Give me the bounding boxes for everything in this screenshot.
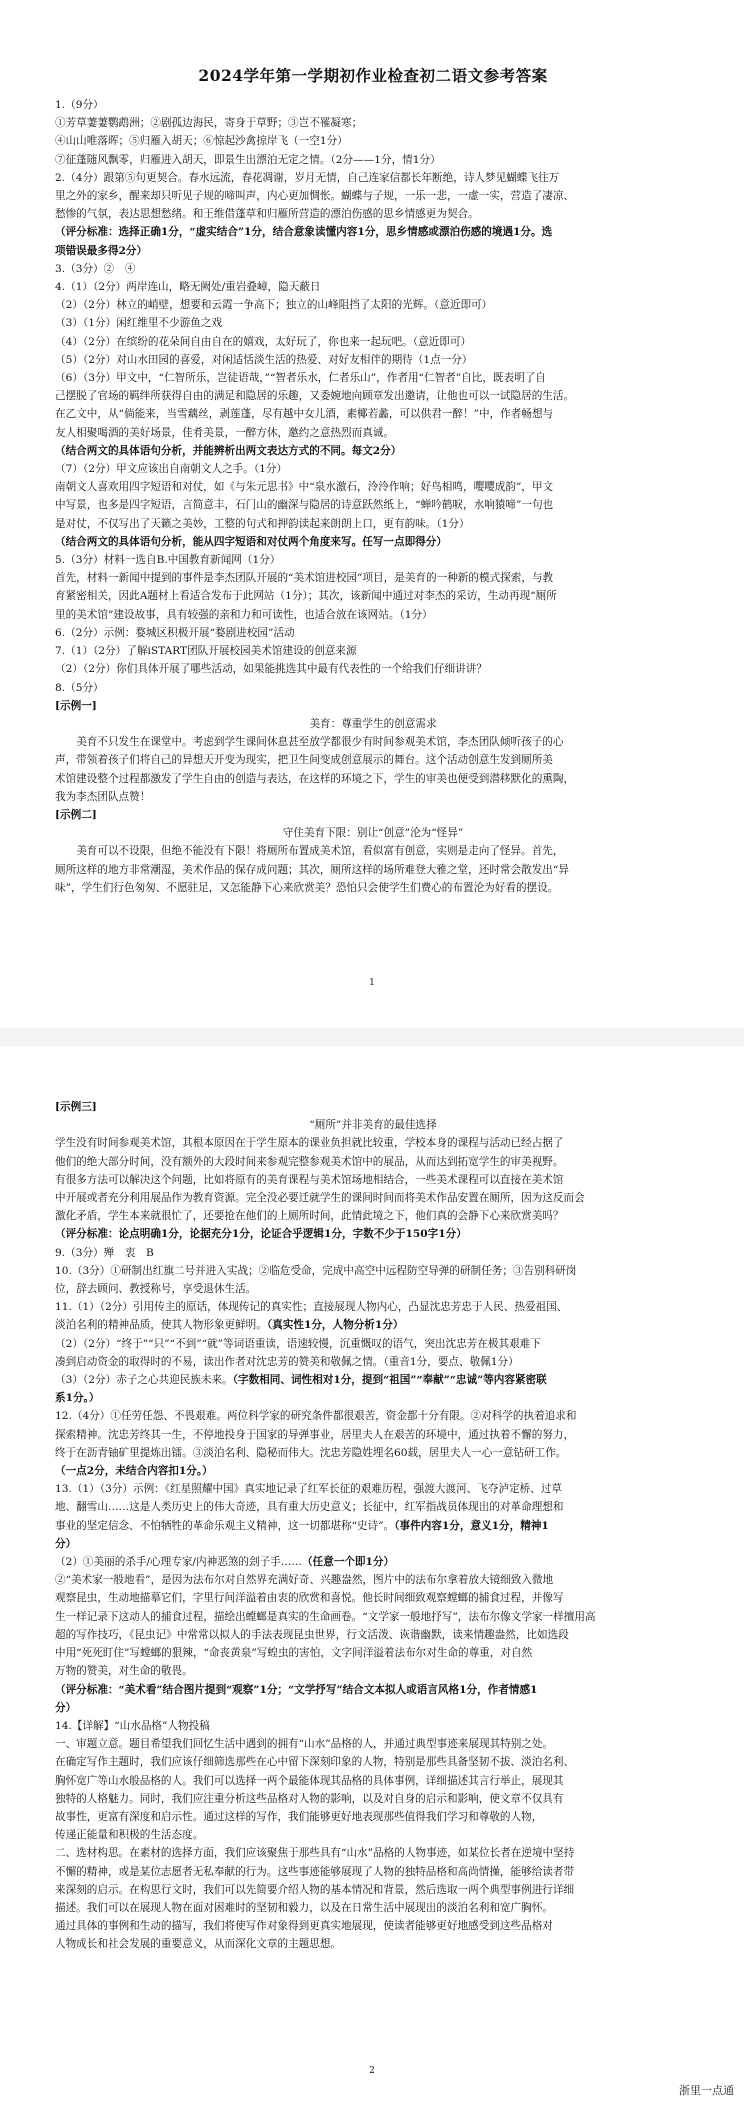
text-line: 二、选材构思。在素材的选择方面，我们应该聚焦于那些具有“山水”品格的人物事迹，如某位长者在逆境中坚持 [55, 1847, 575, 1860]
text-line: 里之外的家乡，醒来却只听见子规的啼叫声，内心更加惆怅。蝴蝶与子规，一乐一悲，一虚一实，营造了凄凉、 [55, 190, 575, 203]
text-line: 激化矛盾，学生本来就很忙了，还要抢在他们的上厕所时间，此情此境之下，他们真的会静下心来欣赏美吗？ [55, 1210, 564, 1223]
text-line: 7.（1）（2分）了解iSTART团队开展校园美术馆建设的创意来源 [55, 645, 357, 658]
text-line: （2）（2分）“终于”“只”“不到”“就”等词语重读，语速较慢，沉重慨叹的语气，突出沈忠芳在极其艰难下 [55, 1337, 541, 1350]
text-line: 守住美育下限：别让“创意”沦为“怪异” [282, 827, 464, 840]
text-line: 美育可以不设限，但绝不能没有下限！将厕所布置成美术馆，看似富有创意，实则是走向了怪异。首先， [76, 845, 564, 858]
text-line: （2）①美丽的杀手/心理专家/内神恶煞的刽子手……（任意一个即1分） [55, 1556, 395, 1569]
text-line: 育紧密相关，因此A题材上看适合发布于此网站（1分）；其次，该新闻中通过对李杰的采访，生动再现“厕所 [55, 590, 557, 603]
text-line: 胸怀宽广等山水般品格的人。我们可以选择一两个最能体现其品格的具体事例，详细描述其言行举止，展现其 [55, 1774, 564, 1787]
text-line: 10.（3分）①研制出红旗二号并进入实战；②临危受命，完成中高空中远程防空导弹的研制任务；③告别科研岗 [55, 1264, 577, 1277]
text-line: （结合两文的具体语句分析，能从四字短语和对仗两个角度来写。任写一点即得分） [55, 535, 447, 548]
text-line: 在确定写作主题时，我们应该仔细筛选那些在心中留下深刻印象的人物，特别是那些具备坚韧不拔、淡泊名利、 [55, 1756, 575, 1769]
text-line: 项错误最多得2分） [55, 244, 148, 257]
text-line: 探索精神。沈忠芳终其一生，不停地投身于国家的导弹事业，居里夫人在艰苦的环境中，通过执着不懈的努力， [55, 1428, 575, 1441]
text-line: （6）（3分）甲文中，“仁智所乐，岂徒语哉，”“智者乐水，仁者乐山”，作者用“仁智者”自比，既表明了自 [55, 372, 546, 385]
text-line: 声，带领着孩子们将自己的异想天开变为现实，把卫生间变成创意展示的舞台。这个活动创意生发到厕所美 [55, 754, 553, 767]
text-line: （2）（2分）林立的峭壁，想要和云霞一争高下；独立的山峰阻挡了太阳的光辉。（意近即可） [55, 299, 493, 312]
page-number-1: 1 [369, 978, 375, 988]
text-line: 中用“死死盯住”写螳螂的狠辣，“命丧黄泉”写蝗虫的害怕，文字间洋溢着法布尔对生命的尊重，对自然 [55, 1647, 533, 1660]
text-line: 愁惨的气氛，表达思想愁绪。和王维借蓬草和归雁所营造的漂泊伤感的思乡情感更为契合。 [55, 208, 479, 221]
page-2-content [55, 1098, 691, 1954]
text-line: 术馆建设整个过程都激发了学生自由的创造与表达，在这样的环境之下，学生的审美也便受到潜移默化的熏陶， [55, 772, 575, 785]
text-line: 11.（1）（2分）引用传主的原话，体现传记的真实性；直接展现人物内心，凸显沈忠芳忠于人民、热爱祖国、 [55, 1301, 568, 1314]
text-line: 我为李杰团队点赞！ [55, 790, 151, 803]
text-line: （评分标准：“美术看”结合图片提到“观察”1分；“文学抒写”结合文本拟人或语言风格1分，作者情感1 [55, 1683, 538, 1696]
text-line: （3）（1分）闲红维里不少游鱼之戏 [55, 317, 223, 330]
text-line: 一、审题立意。题目希望我们回忆生活中遇到的拥有“山水”品格的人，并通过典型事迹来展现其特别之处。 [55, 1738, 554, 1751]
text-line: 分） [55, 1701, 77, 1714]
text-line: 描述。我们可以在展现人物在面对困难时的坚韧和毅力，以及在日常生活中展现出的淡泊名利和宽广胸怀。 [55, 1901, 553, 1914]
text-line: 观察昆虫，生动地描摹它们，字里行间洋溢着由衷的欣赏和喜悦。他长时间细致观察螳螂的捕食过程，并像写 [55, 1592, 564, 1605]
text-line: 1.（9分） [55, 99, 104, 111]
text-line: 中写景，也多是四字短语，言简意丰，石门山的幽深与隐居的诗意跃然纸上，“蝉吟鹤唳，水响猿啼”一句也 [55, 499, 554, 512]
text-line: 他们的绝大部分时间，没有额外的大段时间来参观完整参观美术馆中的展品，从而达到拓宽学生的审美视野。 [55, 1155, 564, 1168]
text-line: ⑦征蓬随风飘零，归雁进入胡天，即景生出漂泊无定之情。（2分——1分，情1分） [55, 153, 441, 166]
page-gap [0, 1028, 744, 1046]
watermark-label: 浙里一点通 [675, 2080, 738, 2100]
text-line: 超的写作技巧，《昆虫记》中常常以拟人的手法表现昆虫世界，行文活泼、诙谐幽默，读来情趣盎然，比如选段 [55, 1628, 569, 1641]
text-line: 独特的人格魅力。同时，我们应注重分析这些品格对人物的影响，以及对自身的启示和影响，使文章不仅具有 [55, 1792, 564, 1805]
text-line: [示例三] [55, 1101, 97, 1113]
text-line: 凑到启动资金的取得时的不易，读出作者对沈忠芳的赞美和敬佩之情。（重音1分，要点、敬佩1分） [55, 1355, 519, 1368]
document-title: 2024学年第一学期初作业检查初二语文参考答案 [198, 66, 548, 85]
text-line: 里的美术馆”建设故事，具有较强的亲和力和可读性，也适合放在该网站。（1分） [55, 608, 433, 621]
text-line: 14.【详解】“山水品格”人物投稿 [55, 1719, 210, 1732]
text-line: 传递正能量和积极的生活态度。 [55, 1829, 204, 1842]
text-line: 在乙文中，从“倘能来，当雪藕丝，剥莲蓬，尽有越中女儿酒，素椰若蠡，可以供君一醉！”中，作者畅想与 [55, 408, 554, 421]
text-line: 3.（3分）② ④ [55, 262, 136, 275]
text-line: 13.（1）（3分）示例：《红星照耀中国》真实地记录了红军长征的艰难历程，强渡大渡河、飞夺泸定桥、过草 [55, 1483, 563, 1496]
text-line: （5）（2分）对山水田园的喜爱，对闲适恬淡生活的热爱、对好友相伴的期待（1点一分） [55, 353, 473, 366]
text-line: （4）（2分）在缤纷的花朵间自由自在的嬉戏，太好玩了，你也来一起玩吧。（意近即可） [55, 335, 472, 348]
text-line: 来深刻的启示。在构思行文时，我们可以先简要介绍人物的基本情况和背景，然后选取一两个典型事例进行详细 [55, 1883, 575, 1896]
text-line: 学生没有时间参观美术馆，其根本原因在于学生原本的课业负担就比较重，学校本身的课程与活动已经占据了 [55, 1137, 564, 1150]
text-line: 不懈的精神，或是某位志愿者无私奉献的行为。这些事迹能够展现了人物的独特品格和高尚情操，能够给读者带 [55, 1865, 575, 1878]
text-line: 9.（3分）殚 衷 B [55, 1246, 154, 1259]
text-line: 故事性，更富有深度和启示性。通过这样的写作，我们能够更好地表现那些值得我们学习和尊敬的人物， [55, 1810, 543, 1823]
text-line: 生一样记录下这动人的捕食过程，描绘出螳螂是真实的生命画卷。“文学家一般地抒写”，法布尔像文学家一样擅用高 [55, 1610, 596, 1623]
text-line: （7）（2分）甲文应该出自南朝文人之手。（1分） [55, 463, 288, 476]
document-page-1 [0, 0, 744, 1028]
text-line: 有很多方法可以解决这个问题，比如将原有的美育课程与美术馆场地相结合，一些美术课程可以直接在美术馆 [55, 1173, 564, 1186]
text-line: 己摆脱了官场的羁绊所获得自由的满足和隐居的乐趣，又委婉地向顾章发出邀请，让他也可以一试隐居的生活。 [55, 390, 575, 403]
text-line: 6.（2分）示例：婺城区积极开展“婺剧进校园”活动 [55, 626, 295, 639]
text-line: 通过具体的事例和生动的描写，我们将使写作对象得到更真实地展现，使读者能够更好地感受到这些品格对 [55, 1920, 553, 1933]
text-line: 厕所这样的地方非常潮湿，美术作品的保存成问题；其次，厕所这样的场所难登大雅之堂，还时常会散发出“异 [55, 863, 569, 876]
text-line: 8.（5分） [55, 681, 104, 694]
text-line: （结合两文的具体语句分析，并能辨析出两文表达方式的不同。每文2分） [55, 444, 402, 457]
page-1-content [55, 64, 691, 897]
text-line: 4.（1）（2分）两岸连山，略无阙处/重岩叠嶂，隐天蔽日 [55, 281, 321, 294]
text-line: 淡泊名利的精神品质，使其人物形象更鲜明。（真实性1分，人物分析1分） [55, 1319, 404, 1332]
text-line: 分） [55, 1537, 77, 1550]
text-line: （评分标准：选择正确1分，“虚实结合”1分，结合意象读懂内容1分，思乡情感或漂泊伤感的境遇1分。选 [55, 226, 553, 239]
text-line: 友人相聚喝酒的美好场景，佳肴美景，一醉方休，邀约之意热烈而真诚。 [55, 426, 394, 439]
text-line: 2.（4分）跟第⑤句更契合。春水远流，春花凋谢，岁月无情，自己连家信都长年断绝，诗人梦见蝴蝶飞往万 [55, 171, 560, 184]
text-line: 南朝文人喜欢用四字短语和对仗，如《与朱元思书》中“泉水激石，泠泠作响；好鸟相鸣，嘤嘤成韵”，甲文 [55, 481, 554, 494]
text-line: 系1分。） [55, 1392, 100, 1405]
text-line: 5.（3分）材料一选自B.中国教育新闻网（1分） [55, 554, 281, 567]
text-line: 位，辞去顾问、教授称号，享受退休生活。 [55, 1283, 257, 1296]
text-line: [示例一] [55, 699, 97, 712]
text-line: “厕所”并非美育的最佳选择 [309, 1119, 437, 1132]
text-line: （一点2分，未结合内容扣1分。） [55, 1465, 213, 1478]
text-line: 首先，材料一新闻中提到的事件是李杰团队开展的“美术馆进校园”项目，是美育的一种新的模式探索，与教 [55, 572, 554, 585]
document-page-2 [0, 1046, 744, 2104]
text-line: 中开展或者充分利用展品作为教育资源。完全没必要迁就学生的课间时间而将美术作品安置在厕所，因为这反而会 [55, 1192, 585, 1205]
text-line: 味”，学生们行色匆匆、不愿驻足，又怎能静下心来欣赏美？恐怕只会使学生们费心的布置沦为好看的摆设。 [55, 881, 559, 894]
text-line: 是对仗，不仅写出了天籁之美妙，工整的句式和押韵读起来朗朗上口，更有韵味。（1分） [55, 517, 470, 530]
text-line: [示例二] [55, 808, 97, 821]
text-line: （3）（2分）赤子之心共迎民族未来。（字数相同、词性相对1分，提到“祖国”“奉献”“忠诚”等内容紧密联 [55, 1374, 547, 1387]
text-line: 地、翻雪山……这是人类历史上的伟大奇迹，具有重大历史意义；长征中，红军指战员体现出的对革命理想和 [55, 1501, 564, 1514]
page-number-2: 2 [369, 2066, 375, 2076]
text-line: 美育：尊重学生的创意需求 [309, 717, 437, 730]
text-line: 人物成长和社会发展的重要意义，从而深化文章的主题思想。 [55, 1938, 342, 1951]
text-line: 终于在沥青铀矿里提炼出镭。③淡泊名利、隐秘而伟大。沈忠芳隐姓埋名60载，居里夫人一心一意钻研工作。 [55, 1446, 567, 1459]
text-line: （2）（2分）你们具体开展了哪些活动，如果能挑选其中最有代表性的一个给我们仔细讲讲？ [55, 663, 487, 676]
text-line: 12.（4分）①任劳任怨、不畏艰难。两位科学家的研究条件都很艰苦，资金都十分有限。②对科学的执着追求和 [55, 1410, 577, 1423]
text-line: 美育不只发生在课堂中。考虑到学生课间休息甚至放学都很少有时间参观美术馆，李杰团队倾听孩子的心 [76, 736, 564, 749]
text-line: ①芳草萋萋鹦鹉洲；②剧孤边海民，寄身于草野；③岂不罹凝寒； [55, 117, 363, 130]
text-line: 事业的坚定信念、不怕牺牲的革命乐观主义精神，这一切都堪称“史诗”。（事件内容1分，意义1分，精神1 [55, 1519, 549, 1532]
text-line: （评分标准：论点明确1分，论据充分1分，论证合乎逻辑1分，字数不少于150字1分） [55, 1228, 467, 1241]
text-line: 万物的赞美，对生命的敬畏。 [55, 1665, 193, 1678]
text-line: ④山山唯落晖；⑤归雁入胡天；⑥惊起沙禽掠岸飞（一空1分） [55, 135, 348, 148]
text-line: ②“美术家一般地看”，是因为法布尔对自然界充满好奇、兴趣盎然，图片中的法布尔拿着放大镜细致入微地 [55, 1574, 554, 1587]
